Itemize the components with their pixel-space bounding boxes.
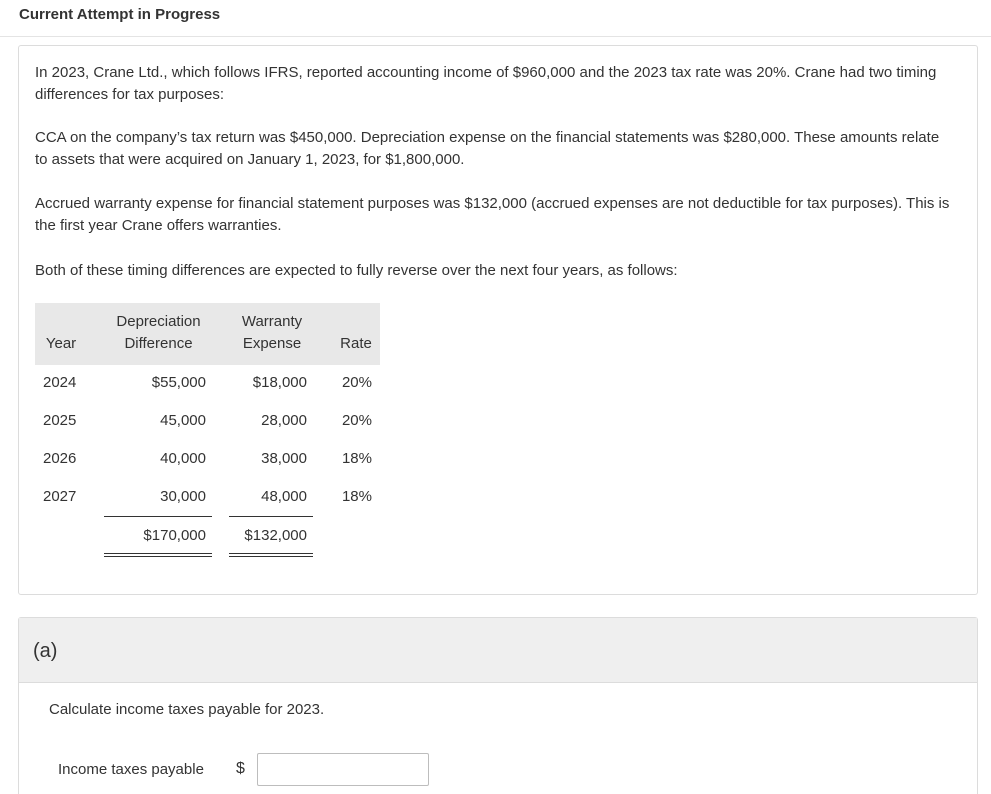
page-header — [0, 0, 991, 37]
column-header-warranty-line1: Warranty — [241, 313, 303, 330]
currency-symbol: $ — [236, 760, 245, 777]
table-cell-depreciation: 45,000 — [160, 412, 206, 429]
table-cell-year: 2026 — [43, 450, 77, 467]
table-cell-depreciation: $55,000 — [151, 374, 206, 391]
table-cell-rate: 20% — [341, 374, 372, 391]
table-cell-warranty: 48,000 — [261, 488, 307, 505]
table-cell-warranty: 38,000 — [261, 450, 307, 467]
column-header-depreciation-line2: Difference — [124, 335, 193, 352]
part-a-section — [18, 617, 978, 794]
part-a-label: (a) — [33, 640, 58, 662]
column-header-warranty — [233, 311, 311, 355]
part-a-question: Calculate income taxes payable for 2023. — [49, 701, 325, 718]
table-cell-year: 2025 — [43, 412, 77, 429]
total-depreciation: $170,000 — [143, 527, 206, 544]
table-cell-year: 2027 — [43, 488, 77, 505]
problem-paragraph: In 2023, Crane Ltd., which follows IFRS, reported accounting income of $960,000 and the 2023 tax rate was 20%. Crane had two timing differences for tax purposes: — [35, 64, 937, 103]
column-header-depreciation — [107, 311, 210, 355]
total-double-rule — [104, 553, 212, 557]
column-header-warranty-line2: Expense — [242, 335, 302, 352]
table-cell-warranty: $18,000 — [252, 374, 307, 391]
table-cell-rate: 18% — [341, 488, 372, 505]
total-warranty: $132,000 — [244, 527, 307, 544]
total-double-rule — [229, 553, 313, 557]
problem-card — [18, 45, 978, 595]
table-cell-year: 2024 — [43, 374, 77, 391]
page-title: Current Attempt in Progress — [19, 6, 221, 23]
table-cell-depreciation: 30,000 — [160, 488, 206, 505]
table-cell-warranty: 28,000 — [261, 412, 307, 429]
table-header — [35, 303, 380, 365]
income-taxes-payable-label: Income taxes payable — [58, 761, 204, 778]
table-cell-depreciation: 40,000 — [160, 450, 206, 467]
column-header-rate: Rate — [340, 335, 372, 352]
problem-paragraph: CCA on the company’s tax return was $450,000. Depreciation expense on the financial statements was $280,000. These amounts relate to assets that were acquired on January 1, 2023, for $1,800,000. — [35, 129, 940, 168]
subtotal-rule — [229, 516, 313, 517]
part-a-header — [19, 618, 977, 683]
column-header-depreciation-line1: Depreciation — [116, 313, 201, 330]
income-taxes-payable-input[interactable] — [257, 753, 429, 786]
table-cell-rate: 18% — [341, 450, 372, 467]
problem-paragraph: Accrued warranty expense for financial statement purposes was $132,000 (accrued expenses are not deductible for tax purposes). This is the first year Crane offers warranties. — [35, 195, 950, 234]
table-cell-rate: 20% — [341, 412, 372, 429]
subtotal-rule — [104, 516, 212, 517]
problem-paragraph: Both of these timing differences are expected to fully reverse over the next four years, as follows: — [35, 262, 678, 279]
column-header-year: Year — [45, 335, 77, 352]
